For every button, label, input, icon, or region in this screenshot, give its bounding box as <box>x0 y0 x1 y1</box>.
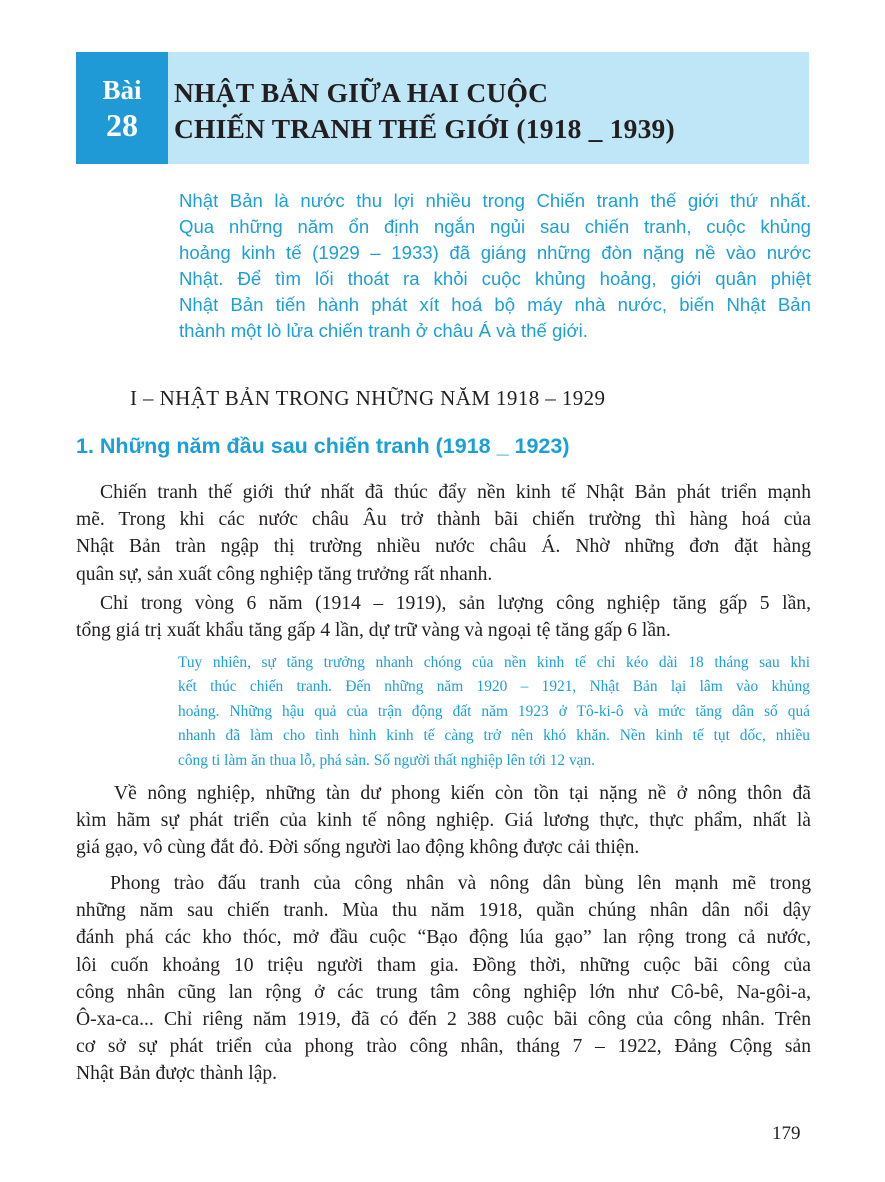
section-heading: I – NHẬT BẢN TRONG NHỮNG NĂM 1918 – 1929 <box>130 386 606 410</box>
paragraph-line: Nhật Bản được thành lập. <box>76 1063 278 1085</box>
intro-line: hoảng kinh tế (1929 – 1933) đã giáng những đòn nặng nề vào nước <box>179 242 811 264</box>
note-line: hoảng. Những hậu quả của trận động đất năm 1923 ở Tô-ki-ô và mức tăng dân số quá <box>178 702 810 720</box>
paragraph-line: Chỉ trong vòng 6 năm (1914 – 1919), sản lượng công nghiệp tăng gấp 5 lần, <box>100 593 811 614</box>
intro-line: Nhật Bản tiến hành phát xít hoá bộ máy nhà nước, biến Nhật Bản <box>179 294 811 316</box>
paragraph-line: những năm sau chiến tranh. Mùa thu năm 1918, quần chúng nhân dân nổi dậy <box>76 900 811 922</box>
lesson-title <box>174 75 794 147</box>
paragraph-line: Phong trào đấu tranh của công nhân và nông dân bùng lên mạnh mẽ trong <box>110 873 811 894</box>
lesson-intro <box>179 188 811 345</box>
lesson-number-box <box>76 52 168 164</box>
paragraph-3 <box>76 780 811 862</box>
lesson-number: 28 <box>106 107 138 143</box>
paragraph-line: mẽ. Trong khi các nước châu Âu trở thành bãi chiến trường thì hàng hoá của <box>76 509 811 531</box>
note-line: kết thúc chiến tranh. Đến những năm 1920 – 1921, Nhật Bản lại lâm vào khủng <box>178 678 810 696</box>
paragraph-line: quân sự, sản xuất công nghiệp tăng trưởng rất nhanh. <box>76 563 493 585</box>
paragraph-line: tổng giá trị xuất khẩu tăng gấp 4 lần, dự trữ vàng và ngoại tệ tăng gấp 6 lần. <box>76 620 671 642</box>
lesson-title-line-1: NHẬT BẢN GIỮA HAI CUỘC <box>174 77 549 108</box>
lesson-title-line-2: CHIẾN TRANH THẾ GIỚI (1918 _ 1939) <box>174 113 675 144</box>
supplementary-note <box>178 651 810 773</box>
paragraph-line: Nhật Bản tràn ngập thị trường nhiều nước châu Á. Nhờ những đơn đặt hàng <box>76 536 811 558</box>
intro-line: thành một lò lửa chiến tranh ở châu Á và thế giới. <box>179 320 588 342</box>
lesson-header <box>76 52 809 164</box>
paragraph-1 <box>76 479 811 588</box>
note-line: công ti làm ăn thua lỗ, phá sản. Số người thất nghiệp lên tới 12 vạn. <box>178 751 596 769</box>
paragraph-line: lôi cuốn khoảng 10 triệu người tham gia. Đồng thời, những cuộc bãi công của <box>76 954 811 976</box>
paragraph-line: cơ sở sự phát triển của phong trào công nhân, tháng 7 – 1922, Đảng Cộng sản <box>76 1036 811 1058</box>
paragraph-line: kìm hãm sự phát triển của kinh tế nông nghiệp. Giá lương thực, thực phẩm, nhất là <box>76 810 811 832</box>
paragraph-2 <box>76 590 811 644</box>
paragraph-line: công nhân cũng lan rộng ở các trung tâm công nghiệp lớn như Cô-bê, Na-gôi-a, <box>76 981 811 1003</box>
paragraph-line: Ô-xa-ca... Chỉ riêng năm 1919, đã có đến 2 388 cuộc bãi công của công nhân. Trên <box>76 1009 811 1031</box>
lesson-label: Bài <box>102 75 142 105</box>
page-number: 179 <box>772 1123 801 1144</box>
paragraph-4 <box>76 870 811 1088</box>
intro-line: Nhật. Để tìm lối thoát ra khỏi cuộc khủng hoảng, giới quân phiệt <box>179 268 811 290</box>
intro-line: Nhật Bản là nước thu lợi nhiều trong Chiến tranh thế giới thứ nhất. <box>179 190 811 211</box>
paragraph-line: Chiến tranh thế giới thứ nhất đã thúc đẩy nền kinh tế Nhật Bản phát triển mạnh <box>100 482 811 503</box>
note-line: Tuy nhiên, sự tăng trưởng nhanh chóng của nền kinh tế chỉ kéo dài 18 tháng sau khi <box>178 654 810 671</box>
sub-heading: 1. Những năm đầu sau chiến tranh (1918 _ 1923) <box>76 434 570 458</box>
paragraph-line: giá gạo, vô cùng đắt đỏ. Đời sống người lao động không được cải thiện. <box>76 837 640 859</box>
paragraph-line: Về nông nghiệp, những tàn dư phong kiến còn tồn tại nặng nề ở nông thôn đã <box>114 783 811 804</box>
paragraph-line: đánh phá các kho thóc, mở đầu cuộc “Bạo động lúa gạo” lan rộng trong cả nước, <box>76 927 811 949</box>
intro-line: Qua những năm ổn định ngắn ngủi sau chiến tranh, cuộc khủng <box>179 216 811 238</box>
note-line: nhanh đã làm cho tình hình kinh tế càng trở nên khó khăn. Nền kinh tế tụt dốc, nhiều <box>178 727 810 745</box>
